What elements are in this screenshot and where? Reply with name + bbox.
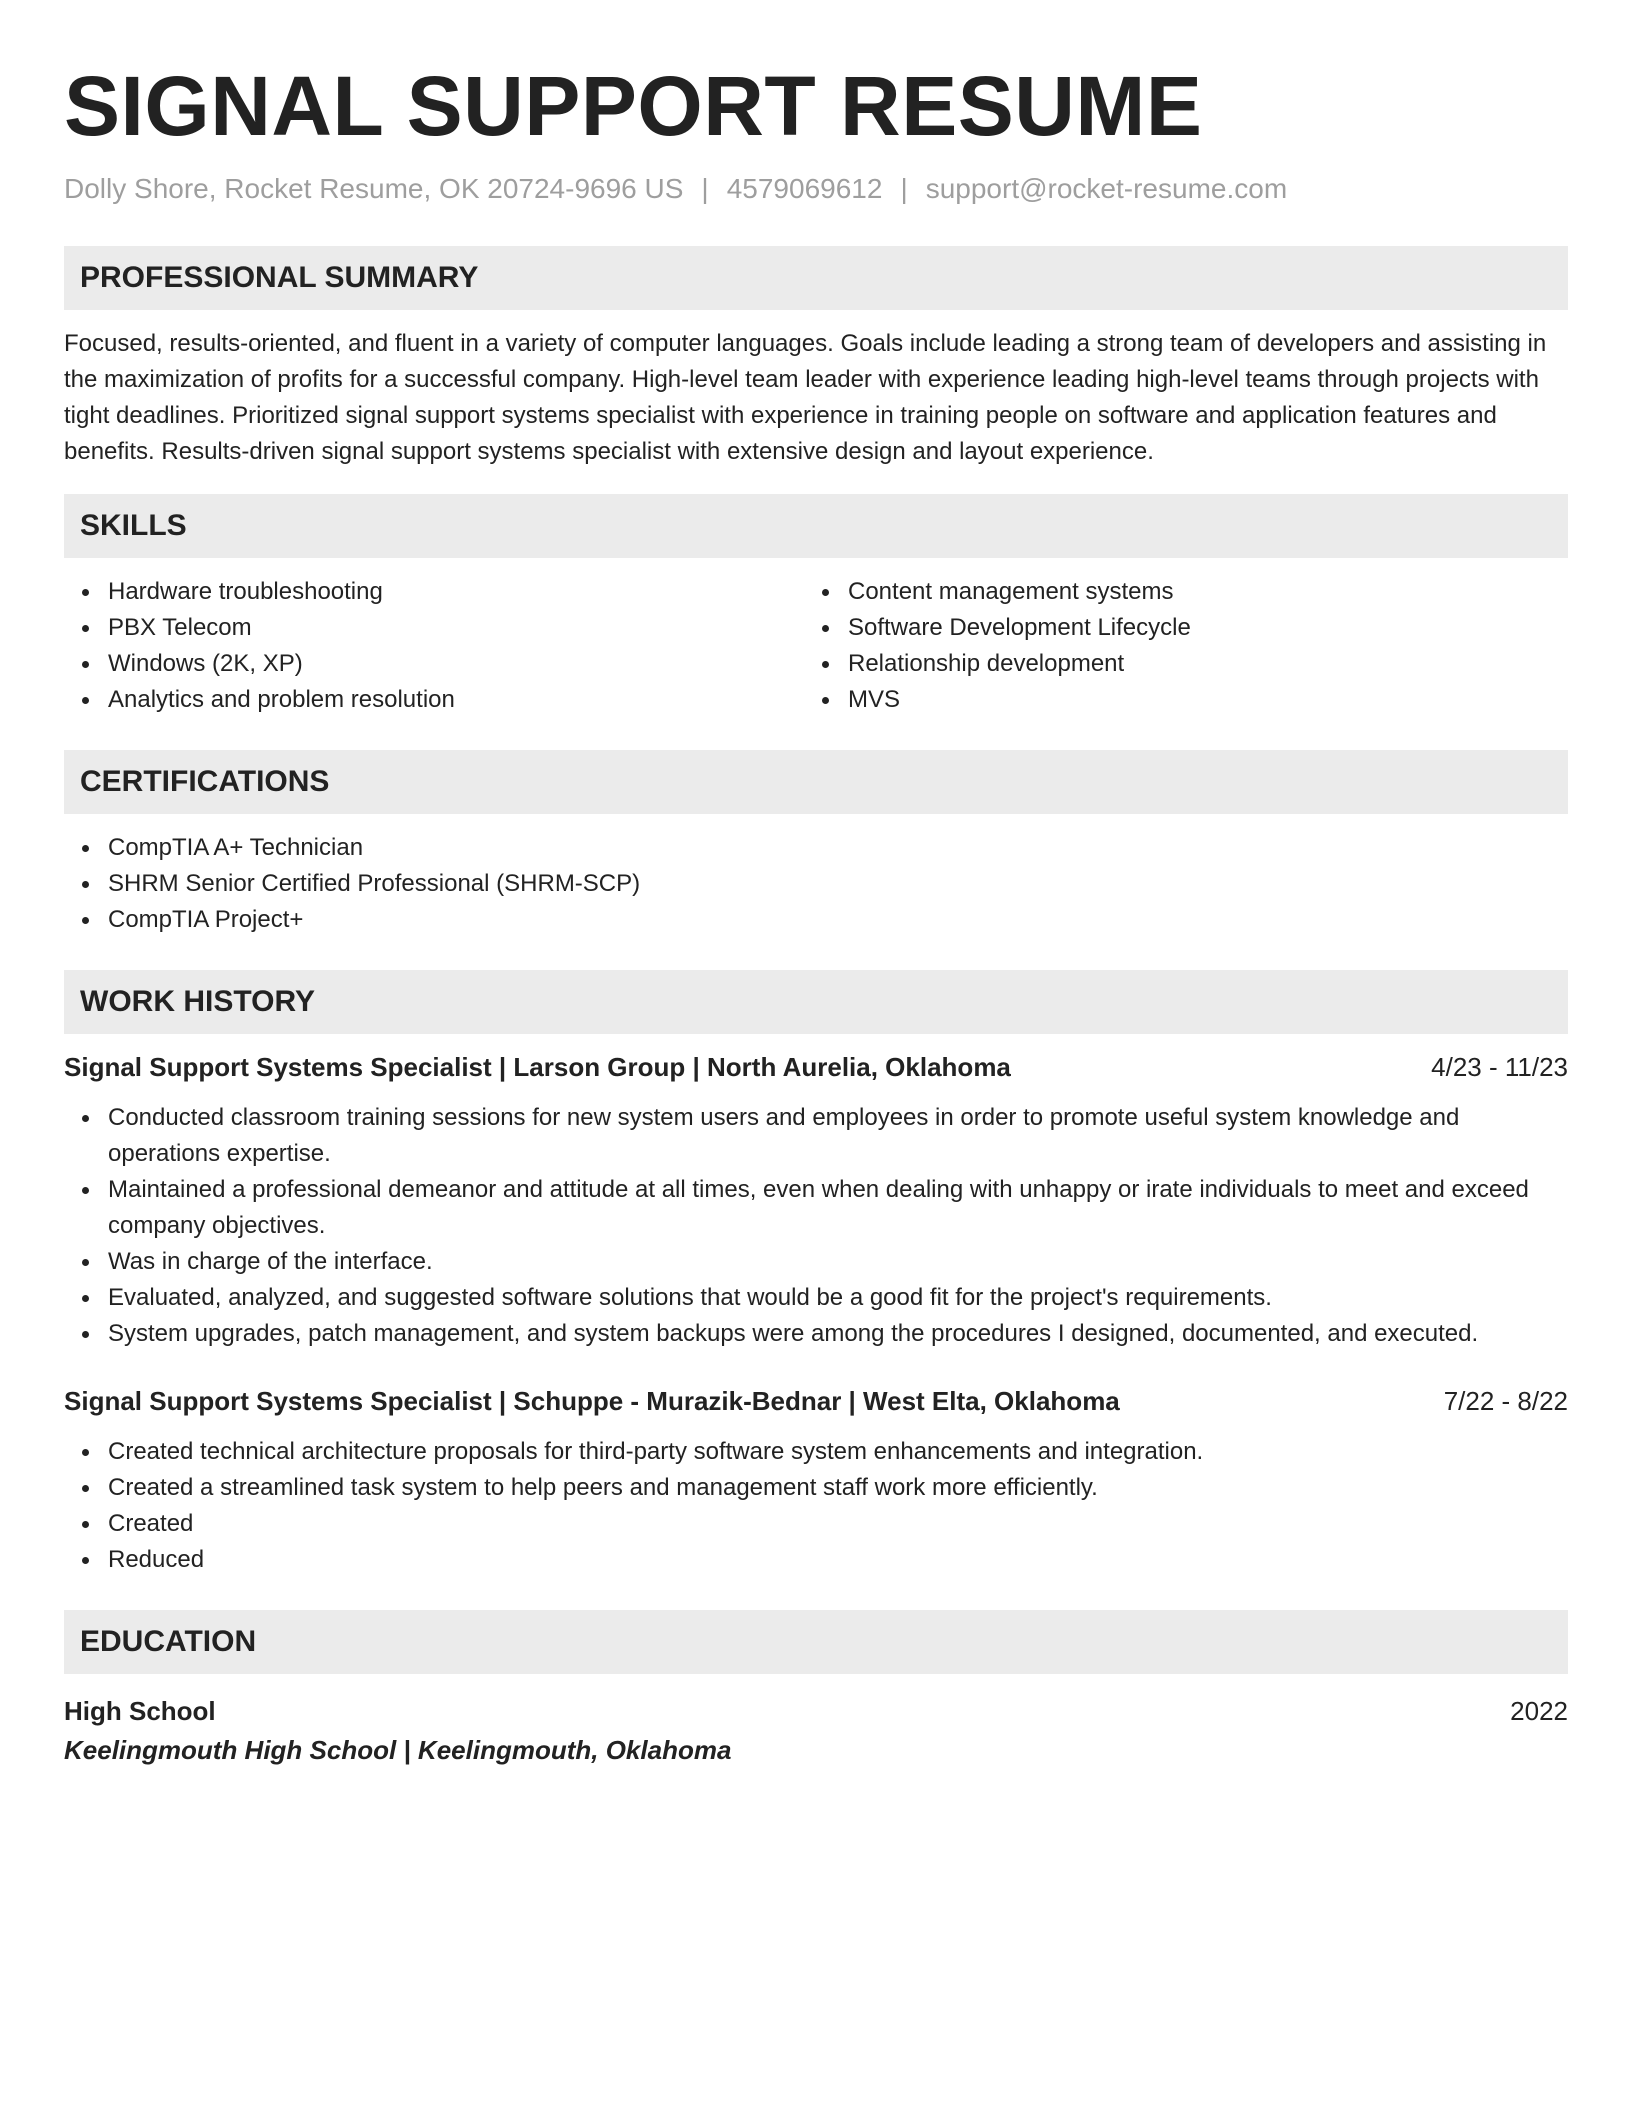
job-bullets [64,1100,1568,1352]
job-entry [64,1384,1568,1578]
certification-item: CompTIA Project+ [108,902,1568,938]
job-entry [64,1050,1568,1352]
job-title: Signal Support Systems Specialist | Larson Group | North Aurelia, Oklahoma [64,1052,1011,1082]
skill-item: Analytics and problem resolution [108,682,804,718]
job-bullet: Conducted classroom training sessions for new system users and employees in order to promote useful system knowledge and operations expertise. [108,1100,1568,1172]
skill-item: Relationship development [848,646,1544,682]
skill-item: Hardware troubleshooting [108,574,804,610]
job-bullet: Reduced [108,1542,1568,1578]
job-bullet: Maintained a professional demeanor and attitude at all times, even when dealing with unhappy or irate individuals to meet and exceed company objectives. [108,1172,1568,1244]
job-bullet: Evaluated, analyzed, and suggested software solutions that would be a good fit for the project's requirements. [108,1280,1568,1316]
education-school: Keelingmouth High School | Keelingmouth, Oklahoma [64,1735,732,1765]
job-bullet: System upgrades, patch management, and system backups were among the procedures I designed, documented, and executed. [108,1316,1568,1352]
skills-column-left [64,574,804,718]
skill-item: Content management systems [848,574,1544,610]
skill-item: PBX Telecom [108,610,804,646]
contact-separator: | [701,173,709,204]
job-bullet: Created technical architecture proposals for third-party software system enhancements and integration. [108,1434,1568,1470]
certification-item: SHRM Senior Certified Professional (SHRM-SCP) [108,866,1568,902]
certifications-list [64,830,1568,938]
skill-item: Windows (2K, XP) [108,646,804,682]
job-dates: 4/23 - 11/23 [1431,1052,1568,1082]
skill-item: MVS [848,682,1544,718]
contact-line [64,172,1568,206]
contact-phone: 4579069612 [726,173,883,204]
section-heading-education: EDUCATION [64,1610,1568,1674]
section-heading-skills: SKILLS [64,494,1568,558]
education-header [64,1694,1568,1728]
skills-column-right [804,574,1544,718]
contact-email[interactable]: support@rocket-resume.com [925,173,1288,204]
contact-address: Dolly Shore, Rocket Resume, OK 20724-9696 US [64,173,684,204]
section-heading-summary: PROFESSIONAL SUMMARY [64,246,1568,310]
job-title: Signal Support Systems Specialist | Schuppe - Murazik-Bednar | West Elta, Oklahoma [64,1386,1120,1416]
job-dates: 7/22 - 8/22 [1443,1386,1568,1416]
education-year: 2022 [1510,1696,1568,1726]
summary-text: Focused, results-oriented, and fluent in a variety of computer languages. Goals include leading a strong team of developers and assisting in the maximization of profits for a successful company. High-level team leader with experience leading high-level teams through projects with tight deadlines. Prioritized signal support systems specialist with experience in training people on software and application features and benefits. Results-driven signal support systems specialist with extensive design and layout experience. [64,330,1547,465]
education-degree: High School [64,1696,216,1726]
job-bullet: Was in charge of the interface. [108,1244,1568,1280]
section-heading-work-history: WORK HISTORY [64,970,1568,1034]
section-heading-certifications: CERTIFICATIONS [64,750,1568,814]
certification-item: CompTIA A+ Technician [108,830,1568,866]
skill-item: Software Development Lifecycle [848,610,1544,646]
job-header [64,1050,1568,1084]
job-bullet: Created a streamlined task system to help peers and management staff work more efficiently. [108,1470,1568,1506]
job-header [64,1384,1568,1418]
contact-separator: | [900,173,908,204]
job-bullets [64,1434,1568,1578]
skills-list [64,574,1568,718]
job-bullet: Created [108,1506,1568,1542]
page-title: SIGNAL SUPPORT RESUME [64,59,1203,153]
